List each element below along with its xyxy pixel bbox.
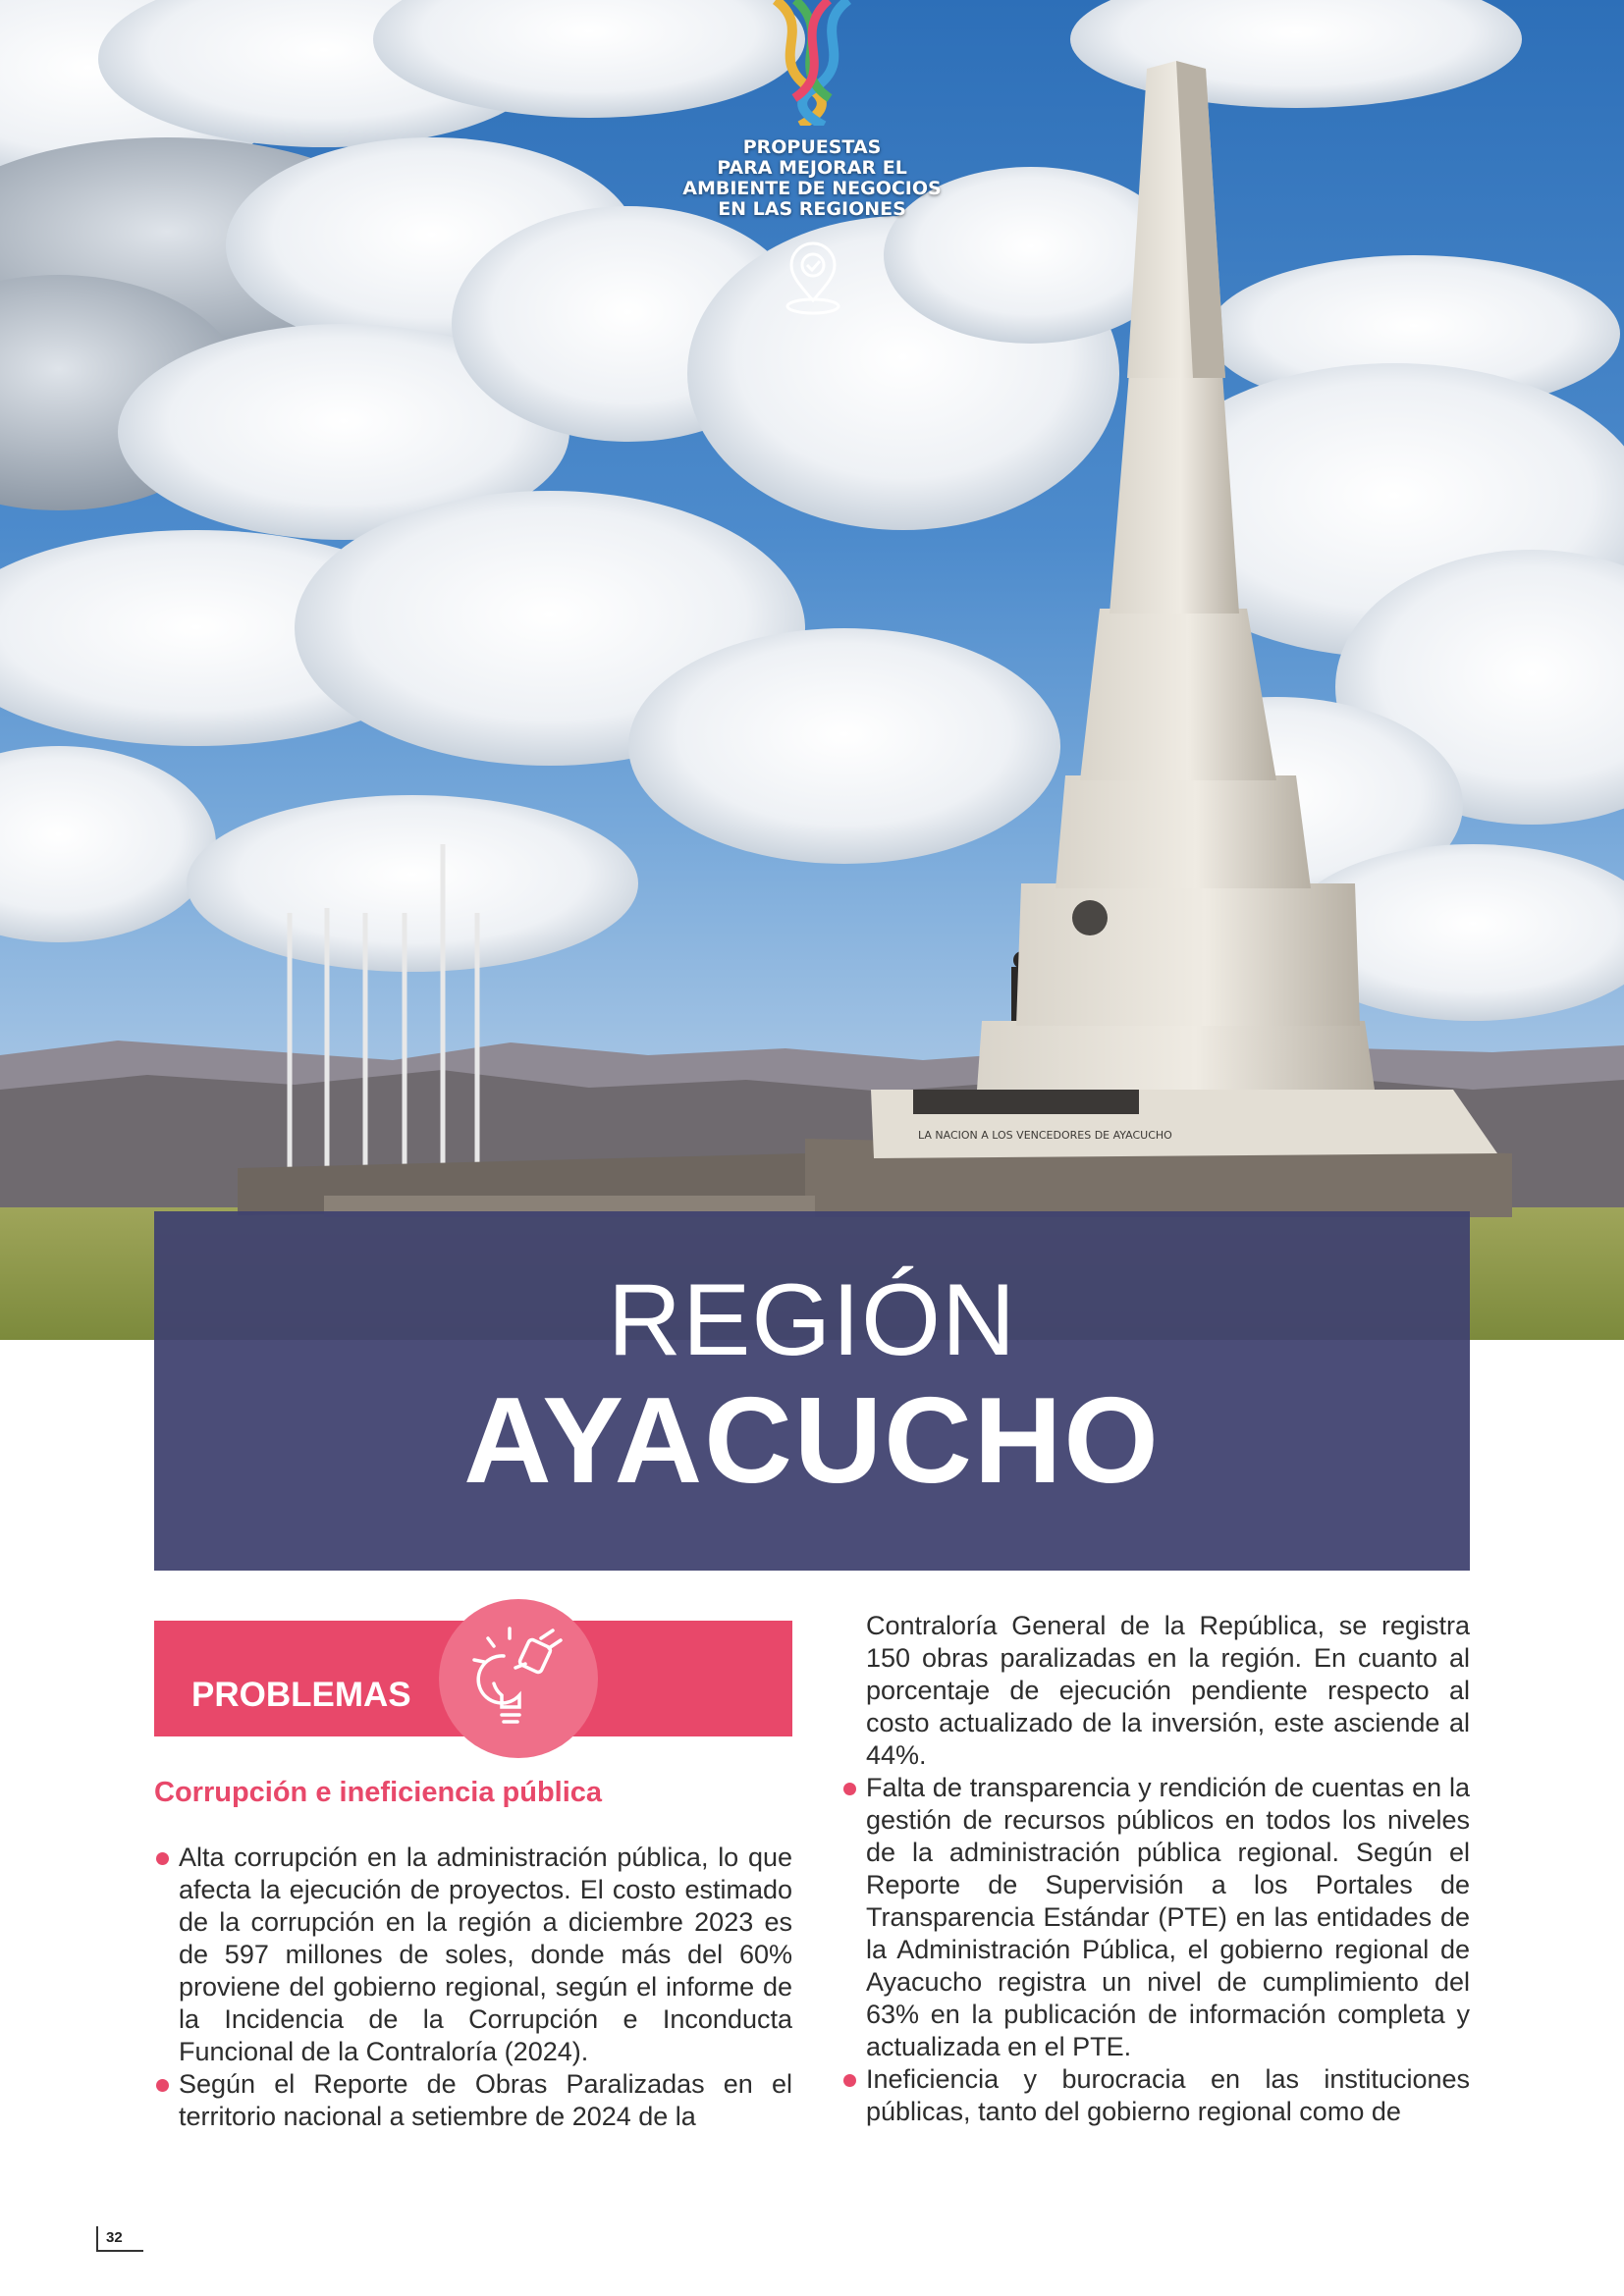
brand-line-1: PROPUESTAS	[742, 136, 882, 158]
brand-line-3: AMBIENTE DE NEGOCIOS	[682, 178, 942, 199]
list-item	[841, 2063, 1470, 2128]
brand-tagline	[616, 137, 1008, 220]
page-number: 32	[96, 2226, 143, 2252]
list-item-continuation: Contraloría General de la República, se registra 150 obras paralizadas en la región. En cuanto al porcentaje de ejecución pendiente respecto al costo actualizado de la inversión, este asciende al 44%.	[866, 1611, 1470, 1770]
problems-icon-badge	[439, 1599, 598, 1758]
location-check-icon	[778, 241, 848, 318]
bullet-dot-icon	[843, 1783, 856, 1795]
region-title-panel	[154, 1211, 1470, 1571]
brand-line-2: PARA MEJORAR EL	[717, 157, 907, 179]
section-heading: Corrupción e ineficiencia pública	[154, 1777, 603, 1808]
list-item	[154, 2068, 792, 2133]
list-item	[841, 1772, 1470, 2063]
title-region-name: AYACUCHO	[463, 1373, 1161, 1509]
list-item	[154, 1842, 792, 2068]
title-region: REGIÓN	[607, 1263, 1017, 1377]
problems-label: PROBLEMAS	[191, 1676, 411, 1714]
left-column	[154, 1842, 792, 2133]
bullet-dot-icon	[156, 1852, 169, 1865]
braided-logo-icon	[756, 0, 868, 126]
list-item-text: Falta de transparencia y rendición de cuentas en la gestión de recursos públicos en todos los niveles de la administración pública regional. Según el Reporte de Supervisión a los Portales de Transparencia Estándar (PTE) en las entidades de la Administración Pública, el gobierno regional de Ayacucho registra un nivel de cumplimiento del 63% en la publicación de información completa y actualizada en el PTE.	[866, 1773, 1470, 2061]
list-item-text: Según el Reporte de Obras Paralizadas en el territorio nacional a setiembre de 2024 de la	[179, 2069, 792, 2131]
list-item-text: Alta corrupción en la administración pública, lo que afecta la ejecución de proyectos. El costo estimado de la corrupción en la región a diciembre 2023 es de 597 millones de soles, donde más del 60% proviene del gobierno regional, según el informe de la Incidencia de la Corrupción e Inconducta Funcional de la Contraloría (2024).	[179, 1842, 792, 2066]
lightbulb-plug-icon	[439, 1599, 598, 1758]
list-item-text: Ineficiencia y burocracia en las instituciones públicas, tanto del gobierno regional como de	[866, 2064, 1470, 2126]
bullet-dot-icon	[156, 2079, 169, 2092]
bullet-dot-icon	[843, 2074, 856, 2087]
right-column	[841, 1610, 1470, 2128]
brand-line-4: EN LAS REGIONES	[718, 198, 906, 220]
monument-inscription: LA NACION A LOS VENCEDORES DE AYACUCHO	[918, 1129, 1172, 1142]
